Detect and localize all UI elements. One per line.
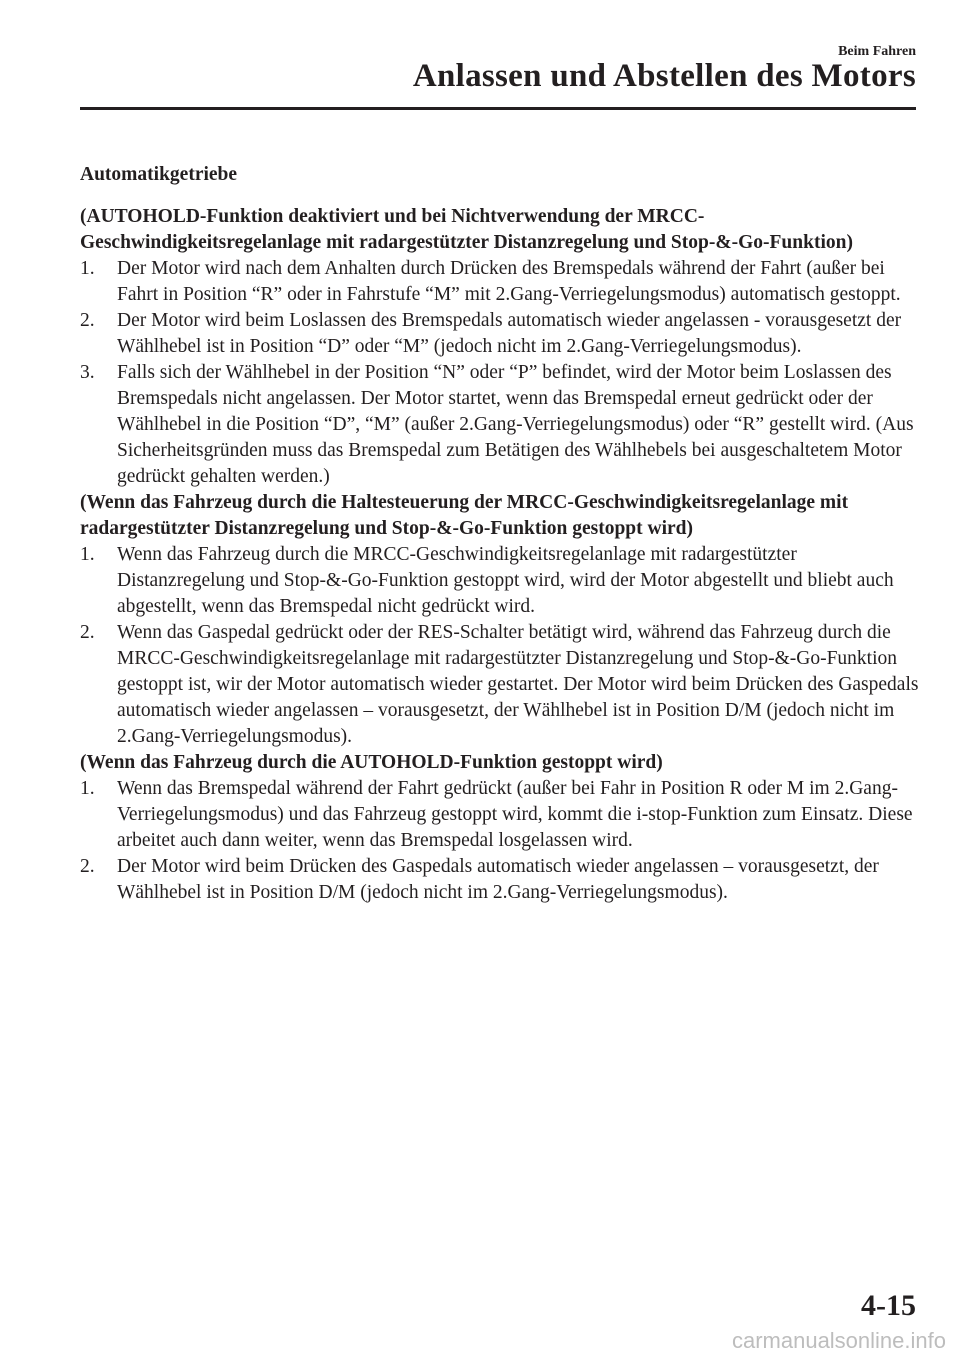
header-divider bbox=[80, 107, 916, 110]
step-text: Der Motor wird beim Loslassen des Bremspedals automatisch wieder angelassen - vorausgesetzt der Wählhebel ist in Position “D” oder “M” (jedoch nicht im 2.Gang-Verriegelungsmodus). bbox=[117, 310, 902, 357]
main-content bbox=[80, 162, 925, 906]
step-text: Wenn das Fahrzeug durch die MRCC-Geschwindigkeitsregelanlage mit radargestützter Distanzregelung und Stop-&-Go-Funktion gestoppt wird, wird der Motor abgestellt und bliebt auch abgestellt, wenn das Bremspedal nicht gedrückt wird. bbox=[117, 544, 894, 617]
step-text: Falls sich der Wählhebel in der Position “N” oder “P” befindet, wird der Motor beim Loslassen des Bremspedals nicht angelassen. Der Motor startet, wenn das Bremspedal erneut gedrückt oder der Wählhebel in die Position “D”, “M” (außer 2.Gang-Verriegelungsmodus) oder “R” gestellt wird. (Aus Sicherheitsgründen muss das Bremspedal zum Betätigen des Wählhebels bei ausgeschaltetem Motor gedrückt gehalten werden.) bbox=[117, 362, 914, 487]
step-text: Wenn das Gaspedal gedrückt oder der RES-Schalter betätigt wird, während das Fahrzeug durch die MRCC-Geschwindigkeitsregelanlage mit radargestützter Distanzregelung und Stop-&-Go-Funktion gestoppt ist, wir der Motor automatisch wieder gestartet. Der Motor wird beim Drücken des Gaspedals automatisch wieder angelassen – vorausgesetzt, der Wählhebel ist in Position D/M (jedoch nicht im 2.Gang-Verriegelungsmodus). bbox=[117, 622, 919, 747]
list-item bbox=[80, 542, 925, 620]
section-heading: Automatikgetriebe bbox=[80, 164, 238, 185]
step-text: Der Motor wird beim Drücken des Gaspedals automatisch wieder angelassen – vorausgesetzt, der Wählhebel ist in Position D/M (jedoch nicht im 2.Gang-Verriegelungsmodus). bbox=[117, 856, 879, 903]
condition-heading: (Wenn das Fahrzeug durch die Haltesteuerung der MRCC-Geschwindigkeitsregelanlage mit radargestützter Distanzregelung und Stop-&-Go-Funktion gestoppt wird) bbox=[80, 492, 849, 539]
watermark: carmanualsonline.info bbox=[731, 1328, 946, 1353]
step-list bbox=[80, 256, 925, 490]
list-item bbox=[80, 308, 925, 360]
step-number: 1. bbox=[80, 778, 95, 799]
condition-block-1 bbox=[80, 204, 925, 490]
step-list bbox=[80, 542, 925, 750]
list-item bbox=[80, 776, 925, 854]
step-number: 1. bbox=[80, 544, 95, 565]
step-number: 2. bbox=[80, 622, 95, 643]
step-text: Der Motor wird nach dem Anhalten durch Drücken des Bremspedals während der Fahrt (außer bei Fahrt in Position “R” oder in Fahrstufe “M” mit 2.Gang-Verriegelungsmodus) automatisch gestoppt. bbox=[117, 258, 901, 305]
step-number: 3. bbox=[80, 362, 95, 383]
condition-heading: (AUTOHOLD-Funktion deaktiviert und bei Nichtverwendung der MRCC-Geschwindigkeitsregelanlage mit radargestützter Distanzregelung und Stop-&-Go-Funktion) bbox=[80, 206, 853, 253]
page-title: Anlassen und Abstellen des Motors bbox=[412, 58, 916, 94]
step-number: 1. bbox=[80, 258, 95, 279]
section-label: Beim Fahren bbox=[838, 44, 916, 59]
condition-block-2 bbox=[80, 490, 925, 750]
list-item bbox=[80, 256, 925, 308]
list-item bbox=[80, 854, 925, 906]
step-text: Wenn das Bremspedal während der Fahrt gedrückt (außer bei Fahr in Position R oder M im 2.Gang-Verriegelungsmodus) und das Fahrzeug gestoppt wird, kommt die i-stop-Funktion zum Einsatz. Diese arbeitet auch dann weiter, wenn das Bremspedal losgelassen wird. bbox=[117, 778, 913, 851]
list-item bbox=[80, 620, 925, 750]
step-number: 2. bbox=[80, 310, 95, 331]
condition-heading: (Wenn das Fahrzeug durch die AUTOHOLD-Funktion gestoppt wird) bbox=[80, 752, 663, 773]
list-item bbox=[80, 360, 925, 490]
condition-block-3 bbox=[80, 750, 925, 906]
step-list bbox=[80, 776, 925, 906]
step-number: 2. bbox=[80, 856, 95, 877]
page-number: 4-15 bbox=[861, 1289, 916, 1322]
